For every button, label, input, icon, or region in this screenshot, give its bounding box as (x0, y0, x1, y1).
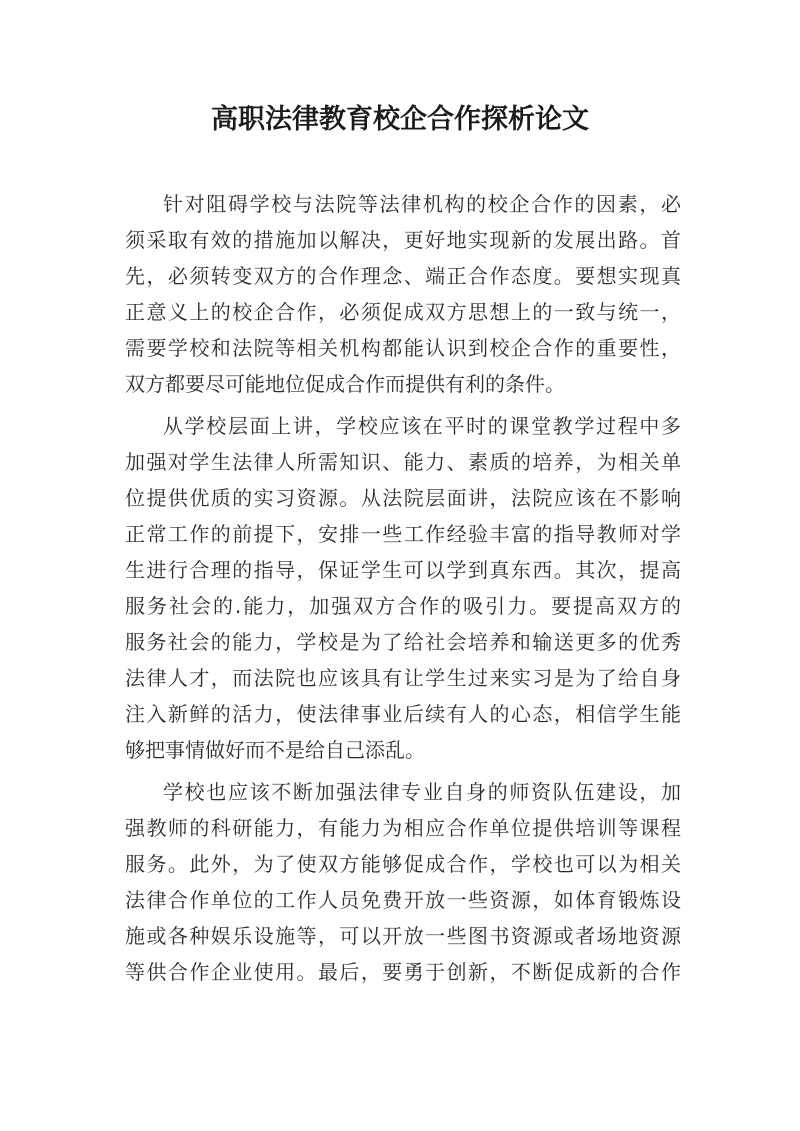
paragraph-1-line-2: 须采取有效的措施加以解决，更好地实现新的发展出路。首 (125, 228, 681, 252)
paragraph-2-line-1: 从学校层面上讲，学校应该在平时的课堂教学过程中多 (163, 414, 681, 438)
paragraph-3-line-4: 法律合作单位的工作人员免费开放一些资源，如体育锻炼设 (125, 888, 681, 912)
paragraph-2-line-10: 够把事情做好而不是给自己添乱。 (125, 738, 425, 762)
document-title: 高职法律教育校企合作探析论文 (211, 104, 589, 135)
paragraph-3-line-6: 等供合作企业使用。最后，要勇于创新，不断促成新的合作 (125, 960, 681, 984)
paragraph-1-line-4: 正意义上的校企合作，必须促成双方思想上的一致与统一， (125, 300, 681, 324)
paragraph-2-line-8: 法律人才，而法院也应该具有让学生过来实习是为了给自身 (125, 666, 681, 690)
paragraph-1-line-3: 先，必须转变双方的合作理念、端正合作态度。要想实现真 (125, 264, 681, 288)
paragraph-2-line-6: 服务社会的.能力，加强双方合作的吸引力。要提高双方的 (125, 594, 681, 618)
paragraph-2-line-9: 注入新鲜的活力，使法律事业后续有人的心态，相信学生能 (125, 702, 681, 726)
paragraph-3-line-2: 强教师的科研能力，有能力为相应合作单位提供培训等课程 (125, 816, 681, 840)
paragraph-1-line-6: 双方都要尽可能地位促成合作而提供有利的条件。 (125, 372, 565, 396)
paragraph-3-line-5: 施或各种娱乐设施等，可以开放一些图书资源或者场地资源 (125, 924, 681, 948)
paragraph-2-line-3: 位提供优质的实习资源。从法院层面讲，法院应该在不影响 (125, 486, 681, 510)
paragraph-1-line-5: 需要学校和法院等相关机构都能认识到校企合作的重要性， (125, 336, 681, 360)
paragraph-3-line-1: 学校也应该不断加强法律专业自身的师资队伍建设，加 (163, 780, 681, 804)
paragraph-1-line-1: 针对阻碍学校与法院等法律机构的校企合作的因素，必 (163, 192, 681, 216)
paragraph-2-line-7: 服务社会的能力，学校是为了给社会培养和输送更多的优秀 (125, 630, 681, 654)
paragraph-2-line-4: 正常工作的前提下，安排一些工作经验丰富的指导教师对学 (125, 522, 681, 546)
paragraph-2-line-5: 生进行合理的指导，保证学生可以学到真东西。其次，提高 (125, 558, 681, 582)
paragraph-2-line-2: 加强对学生法律人所需知识、能力、素质的培养，为相关单 (125, 450, 681, 474)
paragraph-3-line-3: 服务。此外，为了使双方能够促成合作，学校也可以为相关 (125, 852, 681, 876)
